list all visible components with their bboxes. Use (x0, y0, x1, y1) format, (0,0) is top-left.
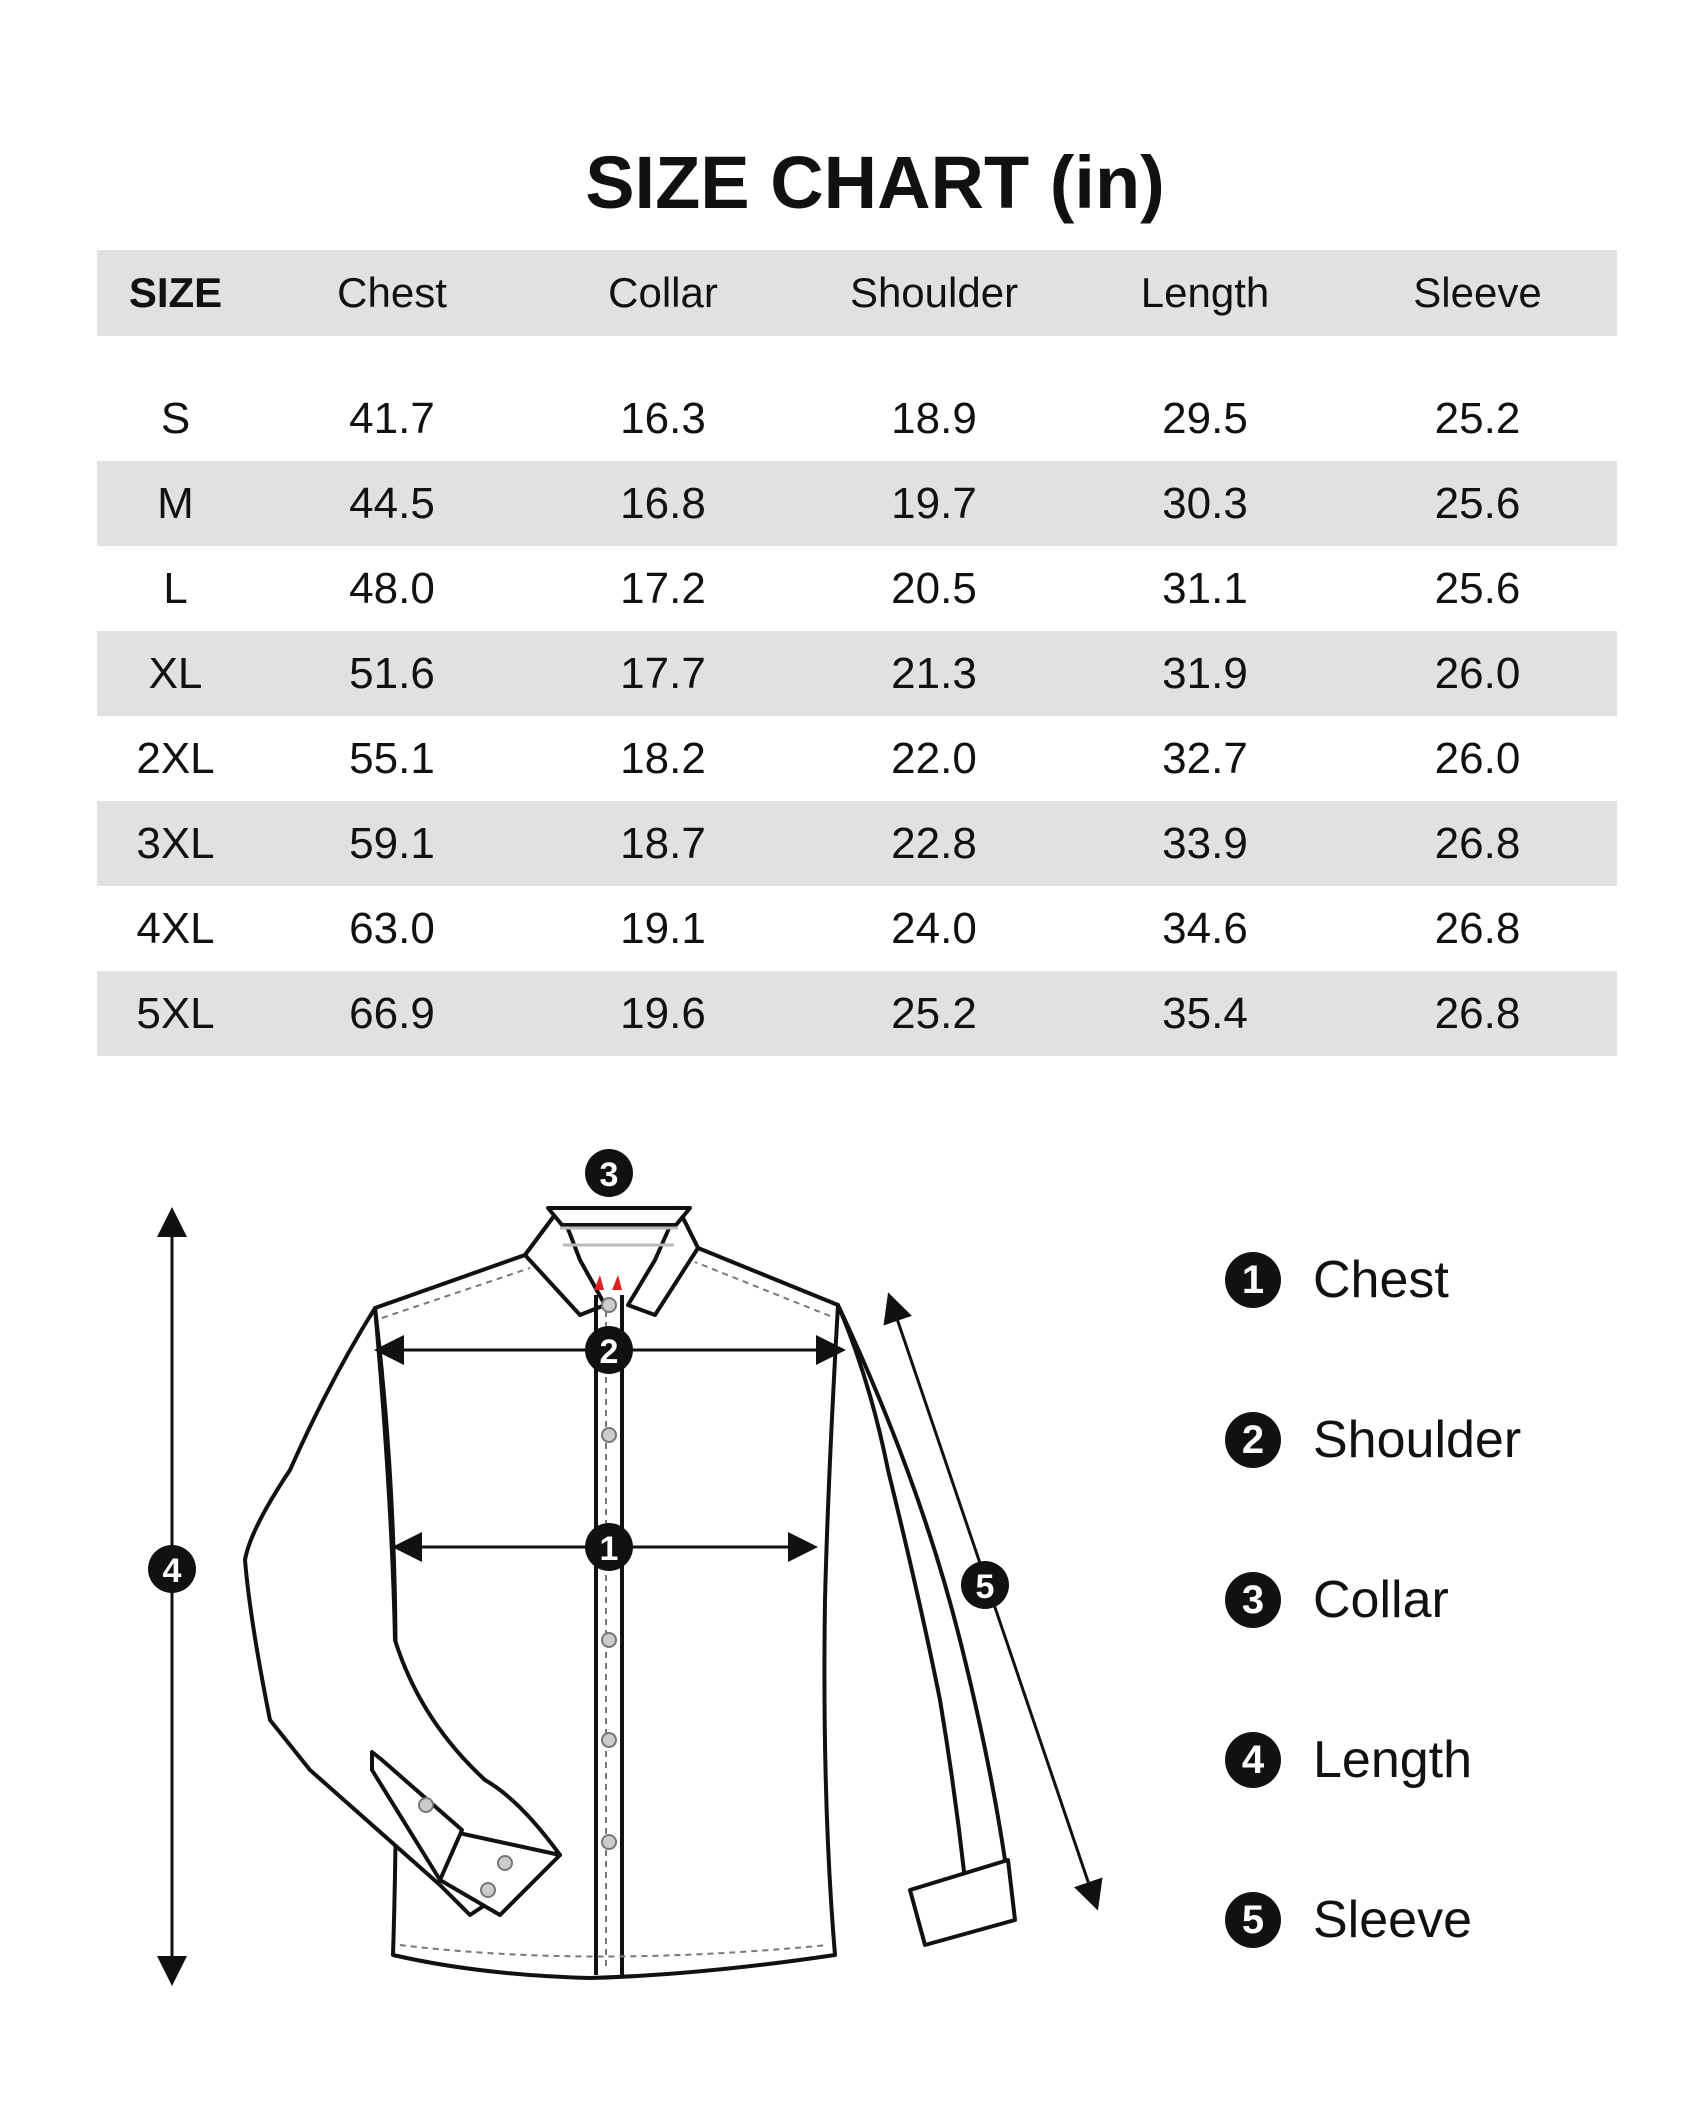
table-row (97, 801, 1617, 886)
table-spacer (97, 336, 1617, 376)
table-cell: 22.0 (891, 733, 977, 783)
legend-number: 4 (1225, 1732, 1281, 1788)
legend-label: Chest (1313, 1251, 1449, 1309)
legend-number: 3 (1225, 1572, 1281, 1628)
measurement-legend (1225, 1200, 1521, 2000)
table-cell: 26.0 (1434, 733, 1521, 783)
header-chest: Chest (254, 250, 530, 336)
table-cell: 51.6 (254, 631, 530, 716)
table-cell: 55.1 (349, 733, 435, 783)
header-length: Length (1072, 250, 1338, 336)
legend-number: 5 (1225, 1892, 1281, 1948)
legend-item-collar (1225, 1520, 1521, 1680)
table-cell: 21.3 (796, 631, 1072, 716)
table-header-row (97, 250, 1617, 336)
legend-item-sleeve (1225, 1840, 1521, 2000)
table-cell: 25.2 (796, 971, 1072, 1056)
legend-number: 1 (1225, 1252, 1281, 1308)
legend-item-chest (1225, 1200, 1521, 1360)
table-cell: 30.3 (1072, 461, 1338, 546)
legend-label: Sleeve (1313, 1891, 1472, 1949)
marker-3 (585, 1149, 633, 1197)
svg-text:3: 3 (599, 1156, 619, 1194)
header-size: SIZE (97, 250, 254, 336)
table-cell: 19.1 (620, 903, 706, 953)
page-title: SIZE CHART (in) (585, 141, 1165, 224)
marker-1 (585, 1523, 633, 1571)
table-cell: 22.8 (796, 801, 1072, 886)
table-row (97, 461, 1617, 546)
table-cell: 35.4 (1072, 971, 1338, 1056)
table-cell: 66.9 (254, 971, 530, 1056)
table-cell: 32.7 (1162, 733, 1248, 783)
table-row (97, 716, 1617, 801)
svg-text:2: 2 (599, 1333, 619, 1371)
table-cell: 26.8 (1338, 801, 1617, 886)
table-cell: 41.7 (349, 393, 435, 443)
table-cell: 25.6 (1338, 461, 1617, 546)
table-cell: 29.5 (1162, 393, 1248, 443)
table-row (97, 886, 1617, 971)
legend-item-length (1225, 1680, 1521, 1840)
table-cell: 26.8 (1338, 971, 1617, 1056)
table-cell: M (97, 461, 254, 546)
marker-5 (961, 1561, 1009, 1609)
table-cell: 24.0 (891, 903, 977, 953)
legend-number: 2 (1225, 1412, 1281, 1468)
table-cell: 3XL (97, 801, 254, 886)
table-cell: 31.1 (1162, 563, 1248, 613)
table-cell: XL (97, 631, 254, 716)
header-collar: Collar (530, 250, 796, 336)
header-sleeve: Sleeve (1338, 250, 1617, 336)
table-cell: 59.1 (254, 801, 530, 886)
table-cell: 48.0 (349, 563, 435, 613)
table-cell: 18.2 (620, 733, 706, 783)
size-table (97, 250, 1617, 1056)
table-cell: 31.9 (1072, 631, 1338, 716)
table-cell: 5XL (97, 971, 254, 1056)
svg-text:5: 5 (975, 1568, 995, 1606)
table-cell: 33.9 (1072, 801, 1338, 886)
header-shoulder: Shoulder (796, 250, 1072, 336)
table-row (97, 971, 1617, 1056)
table-cell: 25.2 (1434, 393, 1521, 443)
table-cell: 18.9 (891, 393, 977, 443)
table-cell: 19.7 (796, 461, 1072, 546)
svg-text:1: 1 (599, 1530, 619, 1568)
table-cell: 16.3 (620, 393, 706, 443)
table-cell: 19.6 (530, 971, 796, 1056)
table-row (97, 546, 1617, 631)
table-cell: 17.2 (620, 563, 706, 613)
svg-text:4: 4 (162, 1552, 182, 1590)
table-cell: 34.6 (1162, 903, 1248, 953)
table-cell: 17.7 (530, 631, 796, 716)
legend-label: Length (1313, 1731, 1473, 1789)
table-cell: 63.0 (349, 903, 435, 953)
table-cell: L (163, 563, 188, 613)
table-row (97, 376, 1617, 461)
table-cell: 18.7 (530, 801, 796, 886)
legend-label: Shoulder (1313, 1411, 1522, 1469)
table-cell: S (160, 393, 191, 443)
table-cell: 4XL (136, 903, 215, 953)
table-cell: 26.8 (1434, 903, 1521, 953)
table-cell: 20.5 (891, 563, 977, 613)
table-cell: 26.0 (1338, 631, 1617, 716)
table-cell: 25.6 (1434, 563, 1521, 613)
legend-label: Collar (1313, 1571, 1449, 1629)
marker-2 (585, 1326, 633, 1374)
table-cell: 16.8 (530, 461, 796, 546)
legend-item-shoulder (1225, 1360, 1521, 1520)
marker-4 (148, 1545, 196, 1593)
table-row (97, 631, 1617, 716)
table-cell: 44.5 (254, 461, 530, 546)
table-cell: 2XL (136, 733, 215, 783)
